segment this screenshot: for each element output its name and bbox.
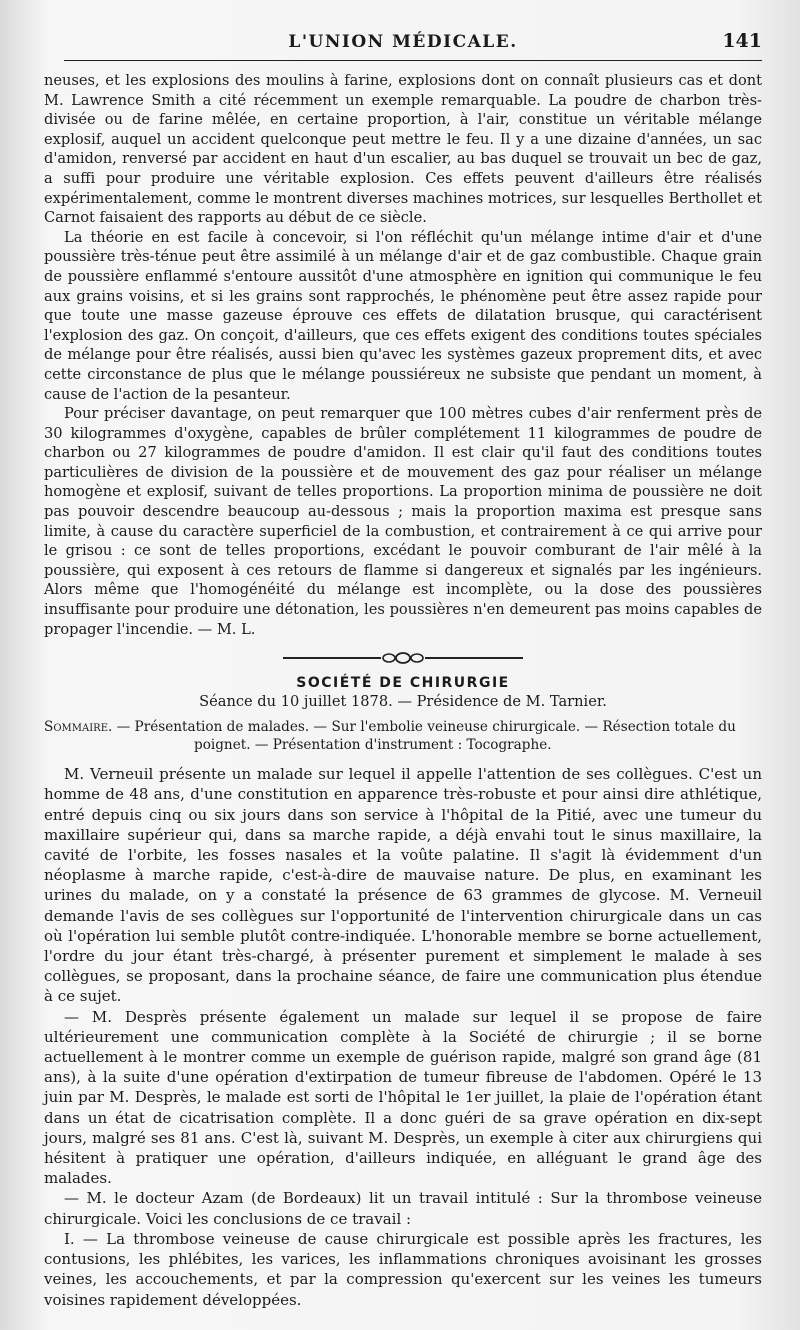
running-head: [44, 0, 762, 58]
society-paragraph: — M. le docteur Azam (de Bordeaux) lit un travail intitulé : Sur la thrombose veineuse chirurgicale. Voici les conclusions de ce travail :: [44, 1189, 762, 1228]
summary: [44, 718, 762, 754]
section-title: SOCIÉTÉ DE CHIRURGIE: [296, 675, 510, 692]
session-line: Séance du 10 juillet 1878. — Présidence de M. Tarnier.: [199, 693, 607, 711]
running-title: L'UNION MÉDICALE.: [288, 32, 518, 52]
article-paragraph: Pour préciser davantage, on peut remarquer que 100 mètres cubes d'air renferment près de 30 kilogrammes d'oxygène, capables de brûler complétement 11 kilogrammes de poudre de charbon ou 27 kilogrammes de poudre d'amidon. Il est clair qu'il faut des conditions toutes particulières de division de la poussière et de mouvement des gaz pour réaliser un mélange homogène et explosif, suivant de telles proportions. La proportion minima de poussière ne doit pas pouvoir descendre beaucoup au-dessous ; mais la proportion maxima est presque sans limite, à cause du caractère superficiel de la combustion, et contrairement à ce qui arrive pour le grisou : ce sont de telles proportions, excédant le pouvoir comburant de l'air mêlé à la poussière, qui exposent à ces retours de flamme si dangereux et signalés par les ingénieurs. Alors même que l'homogénéité du mélange est incomplète, ou la dose des poussières insuffisante pour produire une détonation, les poussières n'en demeurent pas moins capables de propager l'incendie. — M. L.: [44, 405, 762, 638]
society-paragraph: — M. Desprès présente également un malade sur lequel il se propose de faire ultérieurement une communication complète à la Société de chirurgie ; il se borne actuellement à le montrer comme un exemple de guérison rapide, malgré son grand âge (81 ans), à la suite d'une opération d'extirpation de tumeur fibreuse de l'abdomen. Opéré le 13 juin par M. Desprès, le malade est sorti de l'hôpital le 1er juillet, la plaie de l'opération étant dans un état de cicatrisation complète. Il a donc guéri de sa grave opération en dix-sept jours, malgré ses 81 ans. C'est là, suivant M. Desprès, un exemple à citer aux chirurgiens qui hésitent à pratiquer une opération, d'ailleurs indiquée, en alléguant le grand âge des malades.: [44, 1007, 762, 1188]
article-body: [44, 71, 762, 639]
section-ornament: [44, 649, 762, 661]
article-paragraph: La théorie en est facile à concevoir, si l'on réfléchit qu'un mélange intime d'air et d'une poussière très-ténue peut être assimilé à un mélange d'air et de gaz combustible. Chaque grain de poussière enflammé s'entoure aussitôt d'une atmosphère en ignition qui communique le feu aux grains voisins, et si les grains sont rapprochés, le phénomène peut être assez rapide pour que toute une masse gazeuse éprouve ces effets de dilatation brusque, qui caractérisent l'explosion des gaz. On conçoit, d'ailleurs, que ces effets exigent des conditions toutes spéciales de mélange pour être réalisés, aussi bien qu'avec les systèmes gazeux proprement dits, et avec cette circonstance de plus que le mélange poussiéreux ne subsiste que pendant un moment, à cause de l'action de la pesanteur.: [44, 228, 762, 403]
article-paragraph: neuses, et les explosions des moulins à farine, explosions dont on connaît plusieurs cas et dont M. Lawrence Smith a cité récemment un exemple remarquable. La poudre de charbon très-divisée ou de farine mêlée, en certaine proportion, à l'air, constitue un véritable mélange explosif, auquel un accident quelconque peut mettre le feu. Il y a une dizaine d'années, un sac d'amidon, renversé par accident en haut d'un escalier, au bas duquel se trouvait un bec de gaz, a suffi pour produire une véritable explosion. Ces effets peuvent d'ailleurs être réalisés expérimentalement, comme le montrent diverses machines motrices, sur lesquelles Berthollet et Carnot faisaient des rapports au début de ce siècle.: [44, 72, 762, 227]
society-paragraph: I. — La thrombose veineuse de cause chirurgicale est possible après les fractures, les contusions, les phlébites, les varices, les inflammations chroniques avoisinant les grosses veines, les accouchements, et par la compression qu'exercent sur les veines les tumeurs voisines rapidement développées.: [44, 1229, 762, 1309]
page-number: 141: [722, 30, 762, 52]
header-rule: [64, 60, 762, 61]
society-body: [44, 764, 762, 1309]
summary-text-continued: poignet. — Présentation d'instrument : Tocographe.: [194, 737, 552, 754]
summary-label: Sommaire.: [44, 719, 113, 736]
society-paragraph: M. Verneuil présente un malade sur lequel il appelle l'attention de ses collègues. C'est un homme de 48 ans, d'une constitution en apparence très-robuste et pour ainsi dire athlétique, entré depuis cinq ou six jours dans son service à l'hôpital de la Pitié, avec une tumeur du maxillaire supérieur qui, dans sa marche rapide, a déjà envahi tout le sinus maxillaire, la cavité de l'orbite, les fosses nasales et la voûte palatine. Il s'agit là évidemment d'un néoplasme à marche rapide, c'est-à-dire de mauvaise nature. De plus, en examinant les urines du malade, on y a constaté la présence de 63 grammes de glycose. M. Verneuil demande l'avis de ses collègues sur l'opportunité de l'intervention chirurgicale dans un cas où l'opération lui semble plutôt contre-indiquée. L'honorable membre se borne actuellement, l'ordre du jour étant très-chargé, à présenter purement et simplement le malade à ses collègues, se proposant, dans la prochaine séance, de faire une communication plus étendue à ce sujet.: [44, 765, 762, 1006]
summary-text: — Présentation de malades. — Sur l'embolie veineuse chirurgicale. — Résection totale du: [112, 719, 736, 736]
